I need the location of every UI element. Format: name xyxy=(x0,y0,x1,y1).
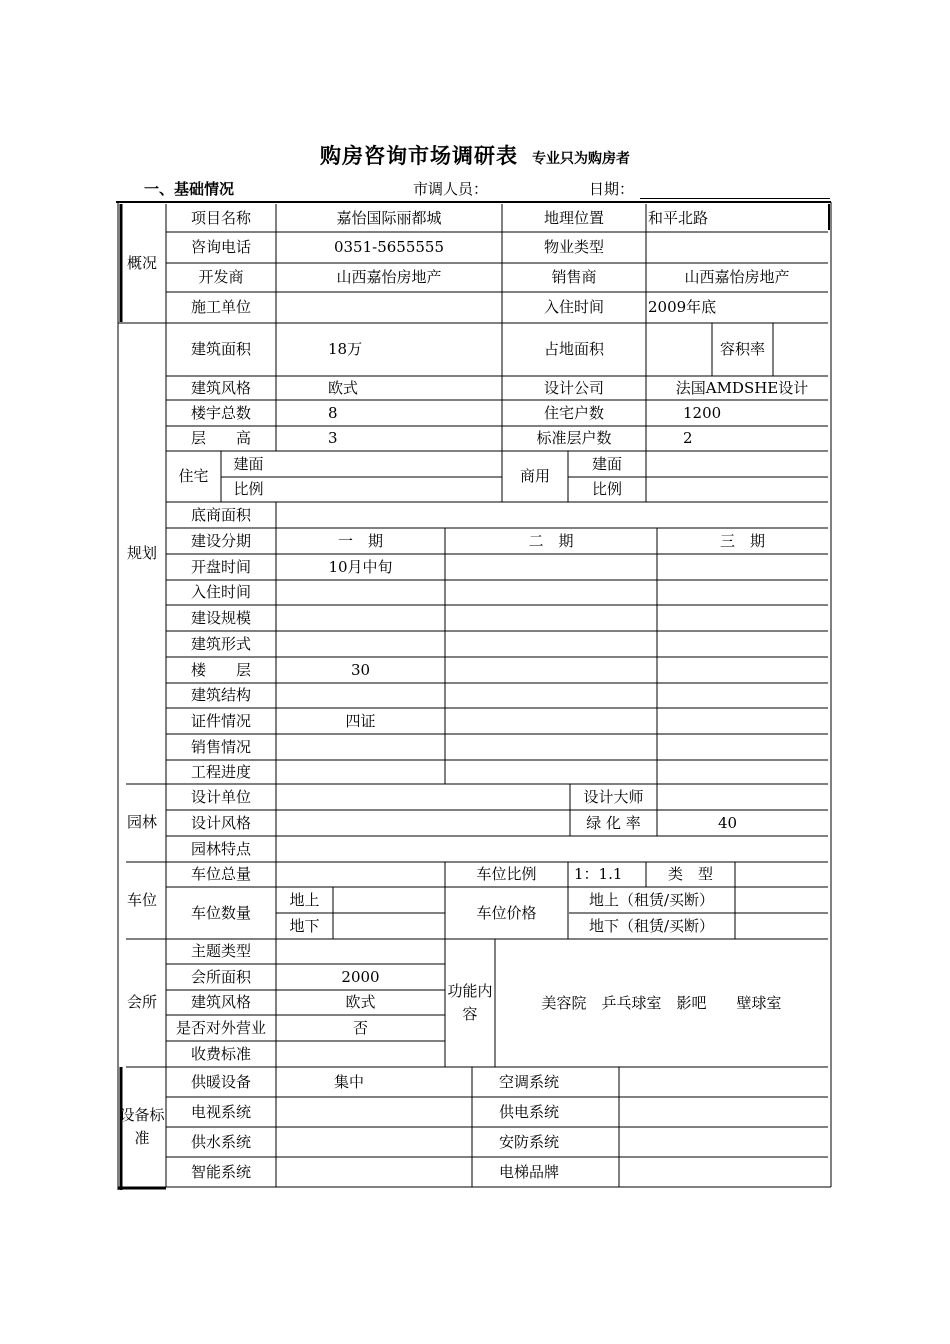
parking-price-label: 车位价格 xyxy=(476,903,537,922)
parking-ratio-value: 1：1.1 xyxy=(574,865,623,884)
parking-below-value xyxy=(333,913,445,939)
form-subtitle: 专业只为购房者 xyxy=(532,151,630,167)
phase-2-value xyxy=(445,683,657,708)
building-area-label: 建筑面积 xyxy=(190,340,251,359)
phase-3-value xyxy=(657,605,828,631)
heating-value: 集中 xyxy=(333,1072,364,1091)
design-company-value: 法国AMDSHE设计 xyxy=(675,378,809,397)
ac-label: 空调系统 xyxy=(499,1072,560,1091)
parking-type-value xyxy=(735,862,828,887)
residential-ratio-label: 比例 xyxy=(233,480,264,499)
location-label: 地理位置 xyxy=(543,208,604,227)
phase-row-label: 入住时间 xyxy=(190,583,251,602)
phase-row-label: 证件情况 xyxy=(190,711,251,730)
phase-2-header: 二 期 xyxy=(528,531,574,550)
surveyor-label: 市调人员： xyxy=(413,180,489,198)
phase-2-value xyxy=(445,605,657,631)
property-type-value xyxy=(646,232,828,263)
phase-1-value xyxy=(276,580,445,605)
garden-features-value xyxy=(276,836,828,862)
move-in-value: 2009年底 xyxy=(648,298,717,317)
phase-1-value xyxy=(276,760,445,785)
phase-3-value xyxy=(657,631,828,657)
parking-above-value xyxy=(333,887,445,913)
phase-1-value: 四证 xyxy=(345,711,376,730)
phase-2-value xyxy=(445,760,657,785)
phase-row-label: 建筑结构 xyxy=(190,686,251,705)
phase-row-label: 工程进度 xyxy=(190,763,251,782)
smart-value xyxy=(276,1157,422,1187)
garden-style-label: 设计风格 xyxy=(190,813,251,832)
podium-area-label: 底商面积 xyxy=(190,505,251,524)
land-area-label: 占地面积 xyxy=(543,340,604,359)
buildings-value: 8 xyxy=(328,403,338,422)
phase-2-value xyxy=(445,631,657,657)
club-functions-value: 美容院 乒乓球室 影吧 壁球室 xyxy=(541,993,782,1012)
elevator-label: 电梯品牌 xyxy=(499,1162,560,1181)
seller-value: 山西嘉怡房地产 xyxy=(684,268,790,287)
garden-features-label: 园林特点 xyxy=(190,839,251,858)
property-type-label: 物业类型 xyxy=(543,238,604,257)
water-label: 供水系统 xyxy=(190,1132,251,1151)
garden-style-value xyxy=(276,810,570,836)
units-per-floor-label: 标准层户数 xyxy=(536,429,612,448)
phase-3-header: 三 期 xyxy=(719,531,765,550)
phase-1-value xyxy=(276,631,445,657)
parking-ratio-label: 车位比例 xyxy=(476,865,537,884)
phase-2-value xyxy=(445,657,657,683)
section-heading: 一、基础情况 xyxy=(144,180,235,198)
phone-label: 咨询电话 xyxy=(190,238,251,257)
phase-3-value xyxy=(657,760,828,785)
club-open-label: 是否对外营业 xyxy=(175,1018,266,1037)
date-label: 日期： xyxy=(589,180,635,198)
seller-label: 销售商 xyxy=(551,268,597,287)
phase-row-label: 销售情况 xyxy=(190,737,251,756)
section-label-garden: 园林 xyxy=(126,813,157,832)
phase-2-value xyxy=(445,708,657,734)
parking-type-label: 类 型 xyxy=(667,865,713,884)
plot-ratio-value xyxy=(773,323,828,376)
club-theme-label: 主题类型 xyxy=(190,942,251,961)
section-label-overview: 概况 xyxy=(126,253,157,272)
security-value xyxy=(619,1127,828,1157)
club-open-value: 否 xyxy=(352,1018,368,1037)
club-function-label: 功能内容 xyxy=(447,981,493,1023)
elevator-value xyxy=(619,1157,828,1187)
phase-1-value: 10月中旬 xyxy=(328,557,393,576)
residential-gross-area-label: 建面 xyxy=(233,454,264,473)
section-label-planning: 规划 xyxy=(126,543,157,562)
move-in-label: 入住时间 xyxy=(543,298,604,317)
land-area-value xyxy=(646,323,712,376)
smart-label: 智能系统 xyxy=(190,1162,251,1181)
phase-row-label: 建筑形式 xyxy=(190,634,251,653)
section-label-parking: 车位 xyxy=(126,890,157,909)
project-name-value: 嘉怡国际丽都城 xyxy=(336,208,442,227)
phase-1-value xyxy=(276,734,445,760)
design-master-label: 设计大师 xyxy=(583,787,644,806)
club-theme-value xyxy=(276,939,445,964)
phase-3-value xyxy=(657,657,828,683)
tv-label: 电视系统 xyxy=(190,1102,251,1121)
heating-label: 供暖设备 xyxy=(190,1072,251,1091)
location-value: 和平北路 xyxy=(648,208,709,227)
power-value xyxy=(619,1097,828,1127)
design-unit-label: 设计单位 xyxy=(190,787,251,806)
design-unit-value xyxy=(276,784,570,810)
style-value: 欧式 xyxy=(328,378,359,397)
phase-3-value xyxy=(657,708,828,734)
commercial-label: 商用 xyxy=(519,467,550,486)
phone-value: 0351-5655555 xyxy=(333,238,445,257)
units-per-floor-value: 2 xyxy=(683,429,693,448)
phase-3-value xyxy=(657,554,828,580)
commercial-gross-area-label: 建面 xyxy=(591,454,622,473)
phase-3-value xyxy=(657,683,828,708)
contractor-label: 施工单位 xyxy=(190,298,251,317)
security-label: 安防系统 xyxy=(499,1132,560,1151)
section-label-equipment: 设备标准 xyxy=(119,1105,165,1147)
club-fee-label: 收费标准 xyxy=(190,1044,251,1063)
power-label: 供电系统 xyxy=(499,1102,560,1121)
phase-row-label: 楼 层 xyxy=(190,660,251,679)
floor-height-label: 层 高 xyxy=(190,429,251,448)
club-area-label: 会所面积 xyxy=(190,967,251,986)
phase-3-value xyxy=(657,580,828,605)
ac-value xyxy=(619,1067,828,1097)
contractor-value xyxy=(276,292,502,323)
parking-below-price-label: 地下（租赁/买断） xyxy=(588,916,715,935)
phase-2-value xyxy=(445,554,657,580)
developer-value: 山西嘉怡房地产 xyxy=(336,268,442,287)
phase-1-value xyxy=(276,605,445,631)
water-value xyxy=(276,1127,422,1157)
buildings-label: 楼宇总数 xyxy=(190,403,251,422)
residential-label: 住宅 xyxy=(178,467,209,486)
parking-above-label: 地上 xyxy=(289,890,320,909)
phase-row-label: 开盘时间 xyxy=(190,557,251,576)
commercial-ratio-label: 比例 xyxy=(591,480,622,499)
tv-value xyxy=(276,1097,422,1127)
green-rate-label: 绿 化 率 xyxy=(586,813,641,832)
design-company-label: 设计公司 xyxy=(543,378,604,397)
section-label-clubhouse: 会所 xyxy=(126,993,157,1012)
parking-count-label: 车位数量 xyxy=(190,903,251,922)
parking-below-price-value xyxy=(735,913,828,939)
parking-total-label: 车位总量 xyxy=(190,865,251,884)
households-value: 1200 xyxy=(683,403,722,422)
parking-below-label: 地下 xyxy=(289,916,320,935)
parking-above-price-value xyxy=(735,887,828,913)
phase-3-value xyxy=(657,734,828,760)
parking-total-value xyxy=(276,862,445,887)
phase-2-value xyxy=(445,734,657,760)
project-name-label: 项目名称 xyxy=(190,208,251,227)
phase-1-value xyxy=(276,683,445,708)
style-label: 建筑风格 xyxy=(190,378,251,397)
phase-label: 建设分期 xyxy=(190,531,251,550)
club-fee-value xyxy=(276,1041,445,1067)
design-master-value xyxy=(657,784,828,810)
phase-1-value: 30 xyxy=(350,660,371,679)
club-style-label: 建筑风格 xyxy=(190,993,251,1012)
phase-2-value xyxy=(445,580,657,605)
form-title: 购房咨询市场调研表 xyxy=(320,143,518,168)
building-area-value: 18万 xyxy=(328,340,363,359)
phase-1-header: 一 期 xyxy=(337,531,383,550)
green-rate-value: 40 xyxy=(717,813,738,832)
phase-row-label: 建设规模 xyxy=(190,608,251,627)
parking-above-price-label: 地上（租赁/买断） xyxy=(588,890,715,909)
households-label: 住宅户数 xyxy=(543,403,604,422)
club-style-value: 欧式 xyxy=(345,993,376,1012)
club-area-value: 2000 xyxy=(341,967,380,986)
developer-label: 开发商 xyxy=(198,268,244,287)
floor-height-value: 3 xyxy=(328,429,338,448)
plot-ratio-label: 容积率 xyxy=(719,339,765,358)
